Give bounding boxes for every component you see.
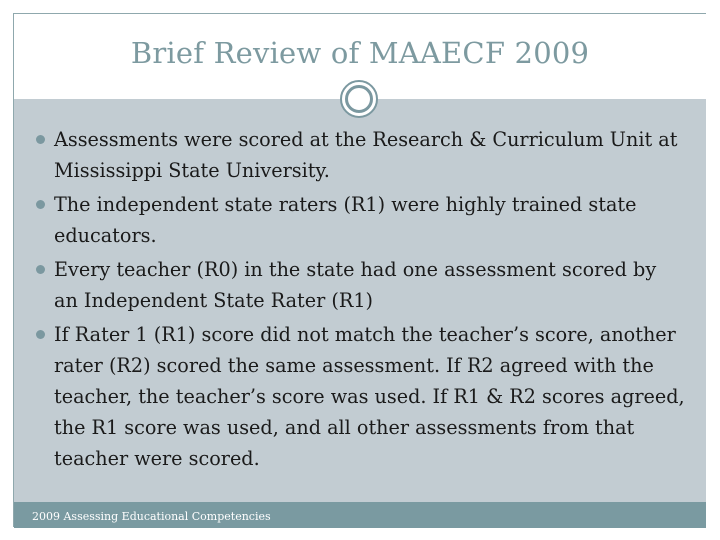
footer-text: 2009 Assessing Educational Competencies	[32, 510, 271, 523]
bullet-text: If Rater 1 (R1) score did not match the teacher’s score, another rater (R2) scored the same assessment. If R2 agreed with the teacher, the teacher’s score was used. If R1 & R2 scores agreed, the R1 score was used, and all other assessments from that teacher were scored.	[54, 323, 685, 470]
slide-title: Brief Review of MAAECF 2009	[130, 36, 590, 70]
bullet-item	[36, 319, 686, 474]
bullet-dot-icon	[36, 330, 45, 339]
bullet-text: The independent state raters (R1) were highly trained state educators.	[54, 193, 637, 247]
bullet-dot-icon	[36, 200, 45, 209]
bullet-text: Every teacher (R0) in the state had one assessment scored by an Independent State Rater (R1)	[54, 258, 657, 312]
bullet-list	[36, 124, 686, 477]
bullet-text: Assessments were scored at the Research & Curriculum Unit at Mississippi State University.	[54, 128, 678, 182]
bullet-dot-icon	[36, 135, 45, 144]
bullet-dot-icon	[36, 265, 45, 274]
bullet-item	[36, 124, 686, 186]
bullet-item	[36, 254, 686, 316]
bullet-item	[36, 189, 686, 251]
ring-icon	[339, 79, 379, 119]
